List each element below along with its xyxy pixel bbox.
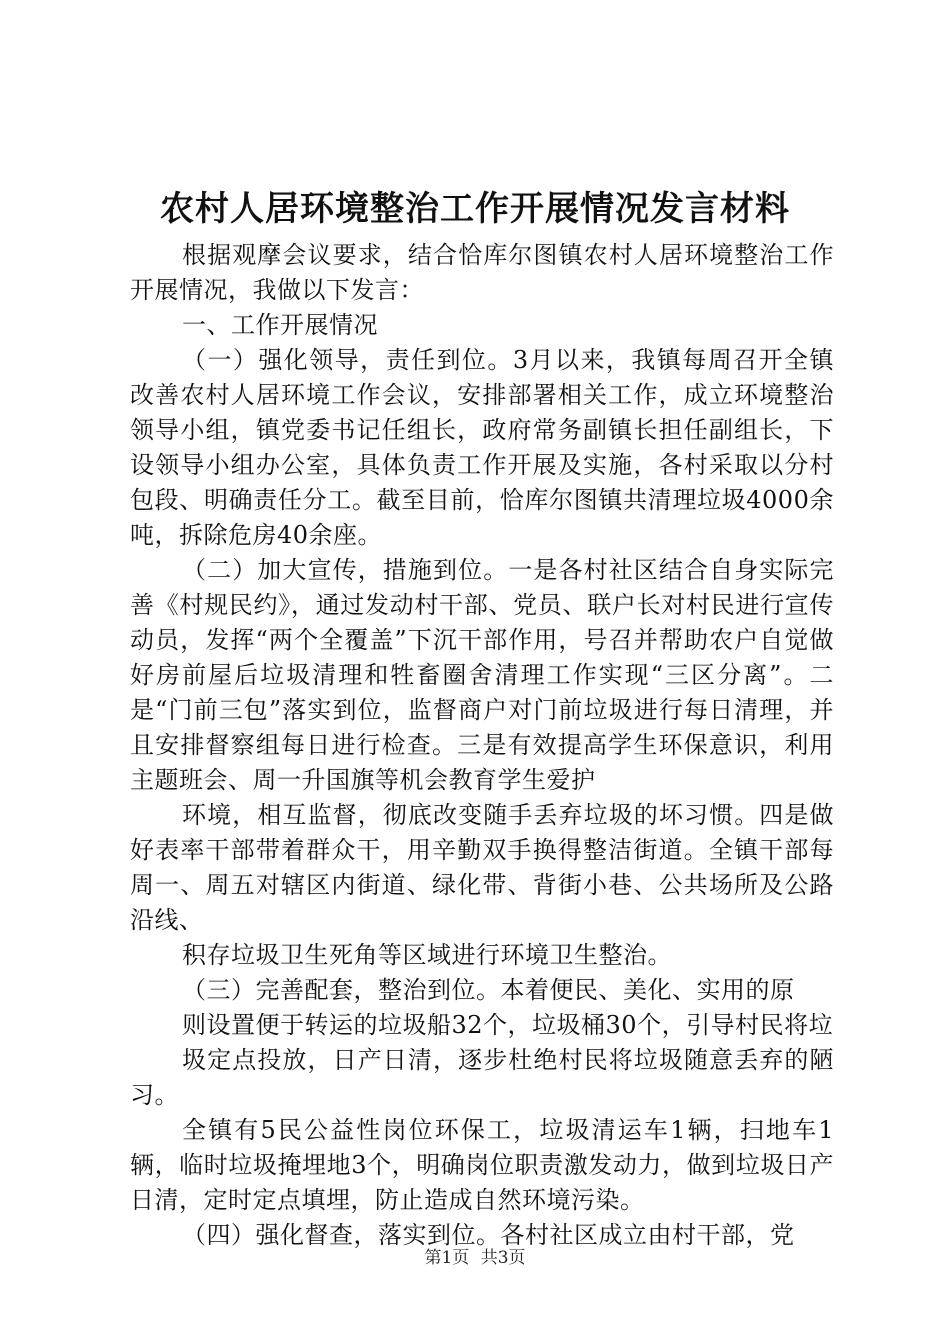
section-heading-1: 一、工作开展情况 <box>182 311 378 339</box>
page-number: 第1页 <box>424 1248 470 1268</box>
paragraph-facilities-staff: 全镇有5民公益性岗位环保工，垃圾清运车1辆，扫地车1辆，临时垃圾掩埋地3个，明确岗位职责激发动力，做到垃圾日产日清，定时定点填埋，防止造成自然环境污染。 <box>130 1116 834 1214</box>
page-footer <box>0 1246 950 1270</box>
paragraph-leadership: （一）强化领导，责任到位。3月以来，我镇每周召开全镇改善农村人居环境工作会议，安排部署相关工作，成立环境整治领导小组，镇党委书记任组长，政府常务副镇长担任副组长，下设领导小组办公室，具体负责工作开展及实施，各村采取以分村包段、明确责任分工。截至目前，恰库尔图镇共清理垃圾4000余吨，拆除危房40余座。 <box>130 346 834 549</box>
document-body <box>130 238 834 1253</box>
page-total: 共3页 <box>480 1248 526 1268</box>
paragraph-facilities-bins: 则设置便于转运的垃圾船32个，垃圾桶30个，引导村民将垃 <box>182 1011 834 1039</box>
paragraph-supervision: （四）强化督查，落实到位。各村社区成立由村干部，党 <box>182 1221 795 1249</box>
paragraph-facilities-disposal: 圾定点投放，日产日清，逐步杜绝村民将垃圾随意丢弃的陋习。 <box>130 1046 834 1109</box>
paragraph-sanitation: 积存垃圾卫生死角等区域进行环境卫生整治。 <box>182 941 672 969</box>
paragraph-publicity: （二）加大宣传，措施到位。一是各村社区结合自身实际完善《村规民约》，通过发动村干部、党员、联户长对村民进行宣传动员，发挥“两个全覆盖”下沉干部作用，号召并帮助农户自觉做好房前屋后垃圾清理和牲畜圈舍清理工作实现“三区分离”。二是“门前三包”落实到位，监督商户对门前垃圾进行每日清理，并且安排督察组每日进行检查。三是有效提高学生环保意识，利用主题班会、周一升国旗等机会教育学生爱护 <box>130 556 834 794</box>
paragraph-facilities-heading: （三）完善配套，整治到位。本着便民、美化、实用的原 <box>182 976 795 1004</box>
document-title: 农村人居环境整治工作开展情况发言材料 <box>160 189 790 229</box>
paragraph-intro: 根据观摩会议要求，结合恰库尔图镇农村人居环境整治工作开展情况，我做以下发言： <box>130 241 834 304</box>
paragraph-publicity-continued: 环境，相互监督，彻底改变随手丢弃垃圾的坏习惯。四是做好表率干部带着群众干，用辛勤双手换得整洁街道。全镇干部每周一、周五对辖区内街道、绿化带、背街小巷、公共场所及公路沿线、 <box>130 801 834 934</box>
